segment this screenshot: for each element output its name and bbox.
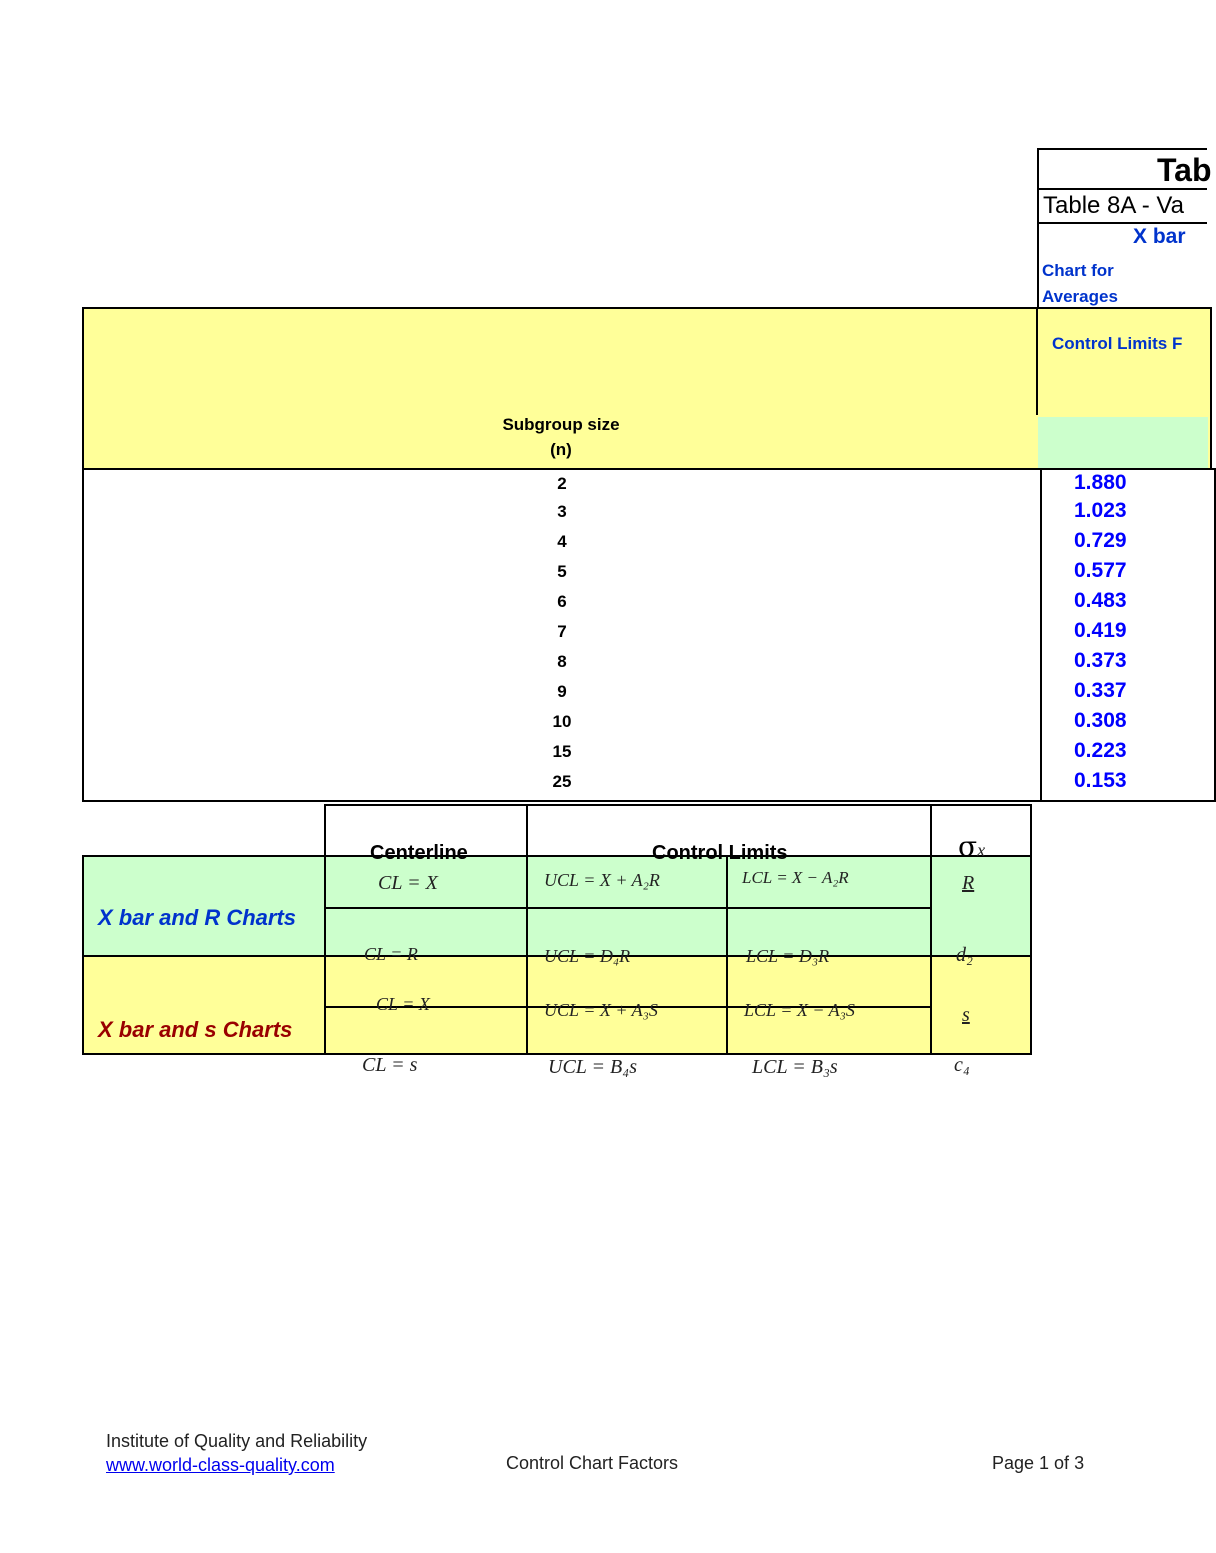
title-box bbox=[1037, 148, 1212, 190]
factor-a2-cell: 0.729 bbox=[1040, 528, 1216, 560]
xr-lcl-r: LCL = D₃R bbox=[746, 946, 830, 966]
table-row bbox=[82, 648, 1216, 682]
xr-sigma-den: d₂ bbox=[956, 944, 973, 966]
subgroup-size-cell: 2 bbox=[557, 474, 567, 493]
table-row bbox=[82, 768, 1216, 802]
col-control-limits-label: Control Limits bbox=[652, 842, 788, 864]
header-a2-green bbox=[1038, 417, 1208, 468]
chart-for-line1: Chart for bbox=[1042, 261, 1114, 280]
xr-lcl-x: LCL = X − A₂R bbox=[742, 868, 849, 887]
xs-ucl-x: UCL = X + A₃S bbox=[544, 1000, 658, 1020]
subgroup-size-cell: 15 bbox=[552, 742, 572, 761]
chart-for-line2: Averages bbox=[1042, 287, 1118, 306]
table-row bbox=[82, 708, 1216, 742]
footer-org: Institute of Quality and Reliability bbox=[106, 1431, 368, 1451]
footer-doc-title: Control Chart Factors bbox=[506, 1453, 679, 1473]
header-row-top bbox=[82, 307, 1212, 417]
subgroup-size-cell: 10 bbox=[552, 712, 572, 731]
factor-a2-cell: 0.223 bbox=[1040, 738, 1216, 770]
factor-a2-cell: 0.337 bbox=[1040, 678, 1216, 710]
xs-lcl-s: LCL = B₃s bbox=[752, 1056, 838, 1078]
xr-sigma-num: R bbox=[962, 872, 975, 894]
xs-centerline-x: CL = X bbox=[376, 994, 430, 1014]
chart-for-label bbox=[1042, 258, 1118, 310]
factor-a2-cell: 0.577 bbox=[1040, 558, 1216, 590]
xr-ucl-x: UCL = X + A₂R bbox=[544, 870, 660, 890]
table-row bbox=[82, 618, 1216, 652]
section-heading: X bar bbox=[1133, 225, 1186, 248]
xs-sigma-den: c₄ bbox=[954, 1054, 970, 1076]
n-column-header bbox=[84, 412, 1038, 462]
xs-ucl-s: UCL = B₄s bbox=[548, 1056, 637, 1078]
table-row bbox=[82, 678, 1216, 712]
factor-a2-cell: 0.373 bbox=[1040, 648, 1216, 680]
footer-page-number: Page 1 of 3 bbox=[992, 1453, 1085, 1473]
control-limits-heading: Control Limits F bbox=[1052, 334, 1183, 353]
xs-sigma-num: s bbox=[962, 1004, 970, 1026]
subgroup-size-cell: 9 bbox=[557, 682, 567, 701]
section-box bbox=[1037, 224, 1207, 254]
factor-a2-cell: 0.153 bbox=[1040, 768, 1216, 800]
n-header-line1: Subgroup size bbox=[502, 415, 620, 434]
col-centerline-label: Centerline bbox=[370, 842, 468, 864]
xr-ucl-r: UCL = D₄R bbox=[544, 946, 631, 966]
factor-a2-cell: 1.023 bbox=[1040, 498, 1216, 530]
subgroup-size-cell: 7 bbox=[557, 622, 567, 641]
subgroup-size-cell: 4 bbox=[557, 532, 567, 551]
subtitle-box bbox=[1037, 188, 1207, 224]
hdivider-1 bbox=[324, 907, 932, 909]
factor-a2-cell: 0.308 bbox=[1040, 708, 1216, 740]
divider-2 bbox=[526, 855, 528, 1055]
factor-a2-cell: 0.419 bbox=[1040, 618, 1216, 650]
table-row bbox=[82, 528, 1216, 562]
divider-3 bbox=[726, 855, 728, 1055]
xr-row-label: X bar and R Charts bbox=[98, 905, 297, 930]
chart-for-box bbox=[1037, 254, 1207, 308]
subgroup-size-cell: 8 bbox=[557, 652, 567, 671]
table-row bbox=[82, 558, 1216, 592]
xs-centerline-s: CL = s bbox=[362, 1054, 418, 1076]
table-subtitle: Table 8A - Va bbox=[1043, 192, 1184, 219]
subgroup-size-cell: 25 bbox=[552, 772, 572, 791]
subgroup-size-cell: 6 bbox=[557, 592, 567, 611]
divider-1 bbox=[324, 855, 326, 1055]
sigma-symbol bbox=[958, 830, 985, 863]
xs-lcl-x: LCL = X − A₃S bbox=[744, 1000, 855, 1020]
subgroup-size-cell: 5 bbox=[557, 562, 567, 581]
table-row bbox=[82, 588, 1216, 622]
divider-4 bbox=[930, 855, 932, 1055]
footer-url-link[interactable]: www.world-class-quality.com bbox=[106, 1455, 335, 1475]
table-row bbox=[82, 738, 1216, 772]
n-header-line2: (n) bbox=[550, 440, 572, 459]
xs-row-label: X bar and s Charts bbox=[98, 1017, 293, 1042]
xr-centerline-x: CL = X bbox=[378, 872, 438, 894]
factor-a2-cell: 0.483 bbox=[1040, 588, 1216, 620]
sigma-sub: x bbox=[977, 840, 986, 860]
table-row bbox=[82, 498, 1216, 532]
subgroup-size-cell: 3 bbox=[557, 502, 567, 521]
factor-a2-cell: 1.880 bbox=[1040, 470, 1216, 502]
sigma-glyph: σ bbox=[958, 830, 978, 863]
page-title: Tab bbox=[1157, 152, 1212, 188]
xr-centerline-r: CL = R bbox=[364, 944, 418, 964]
